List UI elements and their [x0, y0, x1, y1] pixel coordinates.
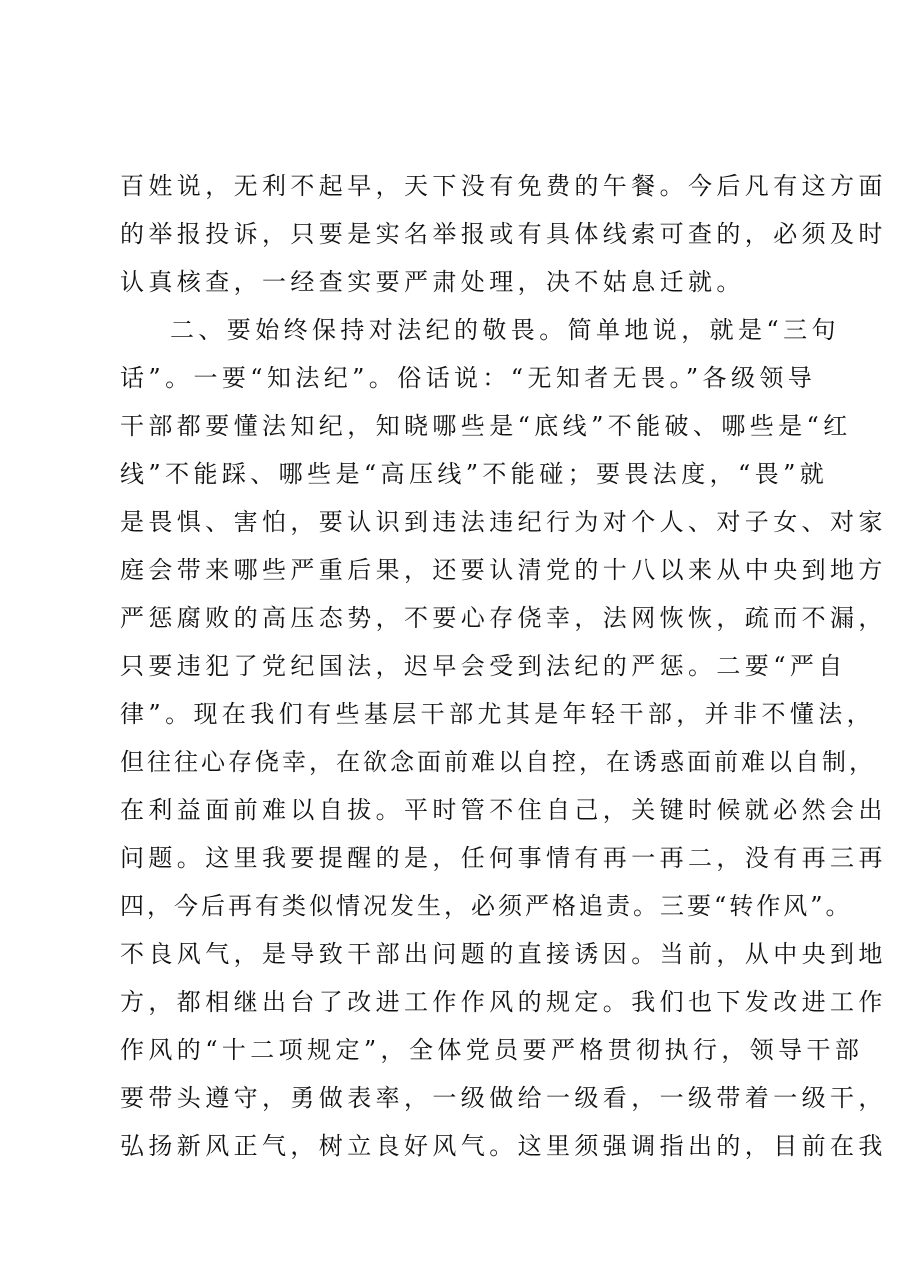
- text-line: 的举报投诉，只要是实名举报或有具体线索可查的，必须及时: [120, 220, 887, 248]
- text-line: 庭会带来哪些严重后果，还要认清党的十八以来从中央到地方: [120, 556, 887, 584]
- text-line: 四，今后再有类似情况发生，必须严格追责。三要“转作风”。: [120, 892, 853, 920]
- text-line: 严惩腐败的高压态势，不要心存侥幸，法网恢恢，疏而不漏，: [120, 604, 887, 632]
- text-line: 在利益面前难以自拔。平时管不住自己，关键时候就必然会出: [120, 796, 887, 824]
- text-line: 认真核查，一经查实要严肃处理，决不姑息迁就。: [120, 268, 745, 296]
- paragraph-first-line: 二、要始终保持对法纪的敬畏。简单地说，就是“三句: [170, 316, 840, 344]
- text-line: 干部都要懂法知纪，知晓哪些是“底线”不能破、哪些是“红: [120, 412, 852, 440]
- text-line: 话”。一要“知法纪”。俗话说：“无知者无畏。”各级领导: [120, 364, 817, 392]
- text-line: 要带头遵守，勇做表率，一级做给一级看，一级带着一级干，: [120, 1084, 887, 1112]
- text-line: 律”。现在我们有些基层干部尤其是年轻干部，并非不懂法，: [120, 700, 876, 728]
- text-line: 只要违犯了党纪国法，迟早会受到法纪的严惩。二要“严自: [120, 652, 847, 680]
- text-line: 百姓说，无利不起早，天下没有免费的午餐。今后凡有这方面: [120, 172, 887, 200]
- text-line: 不良风气，是导致干部出问题的直接诱因。当前，从中央到地: [120, 940, 887, 968]
- text-line: 作风的“十二项规定”，全体党员要严格贯彻执行，领导干部: [120, 1036, 864, 1064]
- text-line: 问题。这里我要提醒的是，任何事情有再一再二，没有再三再: [120, 844, 887, 872]
- body-text: [120, 162, 887, 1170]
- text-line: 但往往心存侥幸，在欲念面前难以自控，在诱惑面前难以自制，: [120, 748, 876, 776]
- text-line: 弘扬新风正气，树立良好风气。这里须强调指出的，目前在我: [120, 1132, 887, 1160]
- text-line: 是畏惧、害怕，要认识到违法违纪行为对个人、对子女、对家: [120, 508, 887, 536]
- text-line: 线”不能踩、哪些是“高压线”不能碰；要畏法度，“畏”就: [120, 460, 829, 488]
- text-line: 方，都相继出台了改进工作作风的规定。我们也下发改进工作: [120, 988, 887, 1016]
